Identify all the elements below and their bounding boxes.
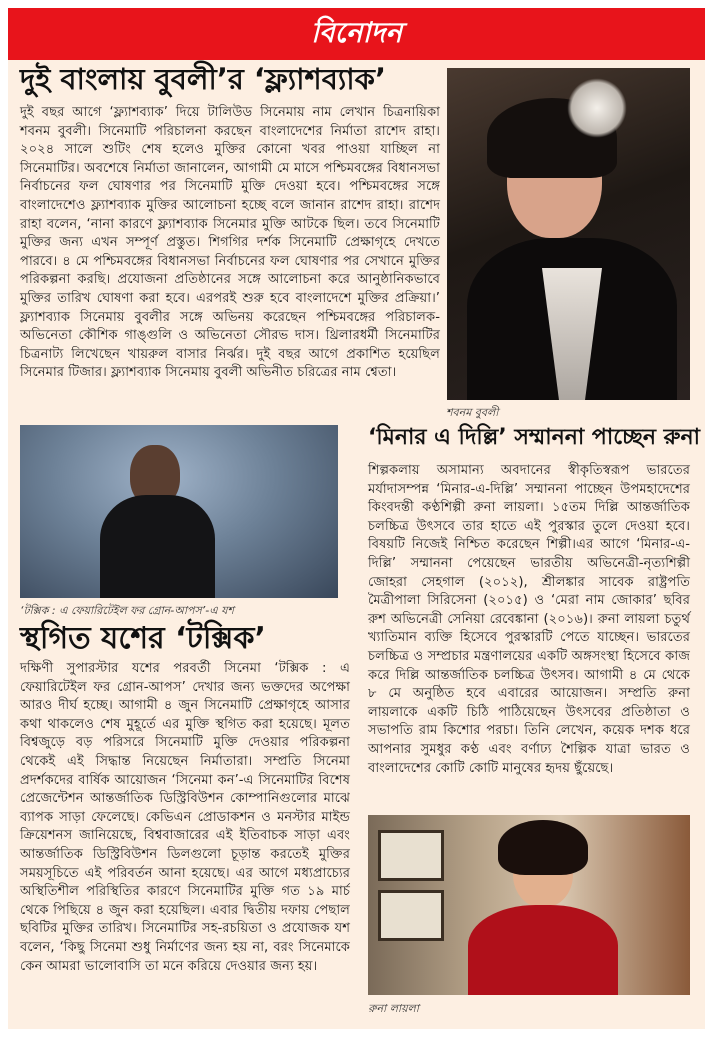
section-banner — [8, 8, 705, 60]
bubly-photo — [447, 68, 690, 400]
article1-body: দুই বছর আগে ‘ফ্ল্যাশব্যাক’ দিয়ে টালিউড সিনেমায় নাম লেখান চিত্রনায়িকা শবনম বুবলী। সিনেমাটি পরিচালনা করছেন বাংলাদেশের নির্মাতা রাশেদ রাহা। ২০২৪ সালে শুটিং শেষ হলেও মুক্তির কোনো খবর পাওয়া যাচ্ছিল না সিনেমাটির। অবশেষে নির্মাতা জানালেন, আগামী মে মাসে পশ্চিমবঙ্গের বিধানসভা নির্বাচনের ফল ঘোষণার পর সিনেমাটি মুক্তি দেওয়া হবে। পশ্চিমবঙ্গের সঙ্গে বাংলাদেশেও ফ্ল্যাশব্যাক মুক্তির আলোচনা হচ্ছে বলে জানান রাশেদ রাহা। রাশেদ রাহা বলেন, ‘নানা কারণে ফ্ল্যাশব্যাক সিনেমার মুক্তি আটকে ছিল। তবে সিনেমাটি মুক্তির জন্য এখন সম্পূর্ণ প্রস্তুত। শিগগির দর্শক সিনেমাটি প্রেক্ষাগৃহে দেখতে পারবে। ৪ মে পশ্চিমবঙ্গের বিধানসভা নির্বাচনের ফল ঘোষণার পর সেখানে মুক্তির পরিকল্পনা করছি। প্রযোজনা প্রতিষ্ঠানের সঙ্গে আলোচনা করে আনুষ্ঠানিকভাবে মুক্তির তারিখ ঘোষণা করা হবে। এরপরই শুরু হবে বাংলাদেশে মুক্তির প্রক্রিয়া।’ ফ্ল্যাশব্যাক সিনেমায় বুবলীর সঙ্গে অভিনয় করেছেন পশ্চিমবঙ্গের পরিচালক-অভিনেতা কৌশিক গাঙ্গুলি ও অভিনেতা সৌরভ দাস। থ্রিলারধর্মী সিনেমাটির চিত্রনাট্য লিখেছেন খায়রুল বাসার নির্ঝর। দুই বছর আগে প্রকাশিত হয়েছিল সিনেমার টিজার। ফ্ল্যাশব্যাক সিনেমায় বুবলী অভিনীত চরিত্রের নাম শ্বেতা। — [20, 105, 440, 381]
article3-body: দক্ষিণী সুপারস্টার যশের পরবর্তী সিনেমা ‘টক্সিক : এ ফেয়ারিটেইল ফর গ্রোন-আপস’ দেখার জন্য ভক্তদের অপেক্ষা আরও দীর্ঘ হচ্ছে। আগামী ৪ জুন সিনেমাটি প্রেক্ষাগৃহে আসার কথা থাকলেও শেষ মুহূর্তে এর মুক্তি স্থগিত করা হয়েছে। মূলত বিশ্বজুড়ে বড় পরিসরে সিনেমাটি মুক্তি দেওয়ার পরিকল্পনা থেকেই এই সিদ্ধান্ত নিয়েছেন নির্মাতারা। সম্প্রতি সিনেমা প্রদর্শকদের বার্ষিক আয়োজন ‘সিনেমা কন’-এ সিনেমাটির বিশেষ প্রেজেন্টেশন আন্তর্জাতিক ডিস্ট্রিবিউশন কোম্পানিগুলোর মাঝে ব্যাপক সাড়া ফেলেছে। কেভিএন প্রোডাকশন ও মনস্টার মাইন্ড ক্রিয়েশনস জানিয়েছে, বিশ্ববাজারের এই ইতিবাচক সাড়া এবং আন্তর্জাতিক ডিস্ট্রিবিউশন ডিলগুলো চূড়ান্ত করতেই মুক্তির সময়সূচিতে এই পরিবর্তন আনা হয়েছে। এর আগে মধ্যপ্রাচ্যের অস্থিতিশীল পরিস্থিতির কারণে সিনেমাটির মুক্তি গত ১৯ মার্চ থেকে পিছিয়ে ৪ জুন করা হয়েছিল। এবার দ্বিতীয় দফায় পেছাল ছবিটির মুক্তির তারিখ। সিনেমাটির সহ-রচয়িতা ও প্রযোজক যশ বলেন, ‘কিছু সিনেমা শুধু নির্মাণের জন্য হয় না, বরং সিনেমাকে কেন আমরা ভালোবাসি তা মনে করিয়ে দেওয়ার জন্য হয়। — [20, 661, 350, 974]
runa-laila-photo — [368, 815, 690, 995]
runa-laila-photo-caption: রুনা লায়লা — [368, 1002, 419, 1015]
yash-photo-caption: ‘টক্সিক : এ ফেয়ারিটেইল ফর গ্রোন-আপস’-এ যশ — [20, 604, 234, 617]
article3-headline: স্থগিত যশের ‘টক্সিক’ — [20, 621, 266, 656]
section-title: বিনোদন — [310, 15, 403, 49]
article2-headline: ‘মিনার এ দিল্লি’ সম্মাননা পাচ্ছেন রুনা — [368, 425, 701, 450]
article2-body: শিল্পকলায় অসামান্য অবদানের স্বীকৃতিস্বরূপ ভারতের মর্যাদাসম্পন্ন ‘মিনার-এ-দিল্লি’ সম্মাননা পাচ্ছেন উপমহাদেশের কিংবদন্তী কণ্ঠশিল্পী রুনা লায়লা। ১৫তম দিল্লি আন্তর্জাতিক চলচ্চিত্র উৎসবে তার হাতে এই পুরস্কার তুলে দেওয়া হবে। বিষয়টি নিজেই নিশ্চিত করেছেন শিল্পী।এর আগে ‘মিনার-এ-দিল্লি’ সম্মাননা পেয়েছেন ভারতীয় অভিনেত্রী-নৃত্যশিল্পী জোহরা সেহগাল (২০১২), শ্রীলঙ্কার সাবেক রাষ্ট্রপতি মৈত্রীপালা সিরিসেনা (২০১৫) ও ‘মেরা নাম জোকার’ ছবির রুশ অভিনেত্রী সেনিয়া রেবেঙ্কানা (২০১৬)। রুনা লায়লা চতুর্থ খ্যাতিমান ব্যক্তি হিসেবে পুরস্কারটি পেতে যাচ্ছেন। ভারতের চলচ্চিত্র ও সম্প্রচার মন্ত্রণালয়ের একটি অঙ্গসংস্থা হিসেবে কাজ করে দিল্লি আন্তর্জাতিক চলচ্চিত্র উৎসব। আগামী ৪ মে থেকে ৮ মে অনুষ্ঠিত হবে এবারের আয়োজন। সম্প্রতি রুনা লায়লাকে একটি চিঠি পাঠিয়েছেন উৎসবের প্রতিষ্ঠাতা ও সভাপতি রাম কিশোর পরচা। তিনি লেখেন, কয়েক দশক ধরে আপনার সুমধুর কণ্ঠ এবং বর্ণাঢ্য শৈল্পিক যাত্রা ভারত ও বাংলাদেশের কোটি কোটি মানুষের হৃদয় ছুঁয়েছে। — [368, 463, 690, 776]
yash-photo — [20, 425, 338, 598]
bubly-photo-caption: শবনম বুবলী — [446, 406, 499, 419]
article1-headline: দুই বাংলায় বুবলী’র ‘ফ্ল্যাশব্যাক’ — [20, 62, 386, 96]
